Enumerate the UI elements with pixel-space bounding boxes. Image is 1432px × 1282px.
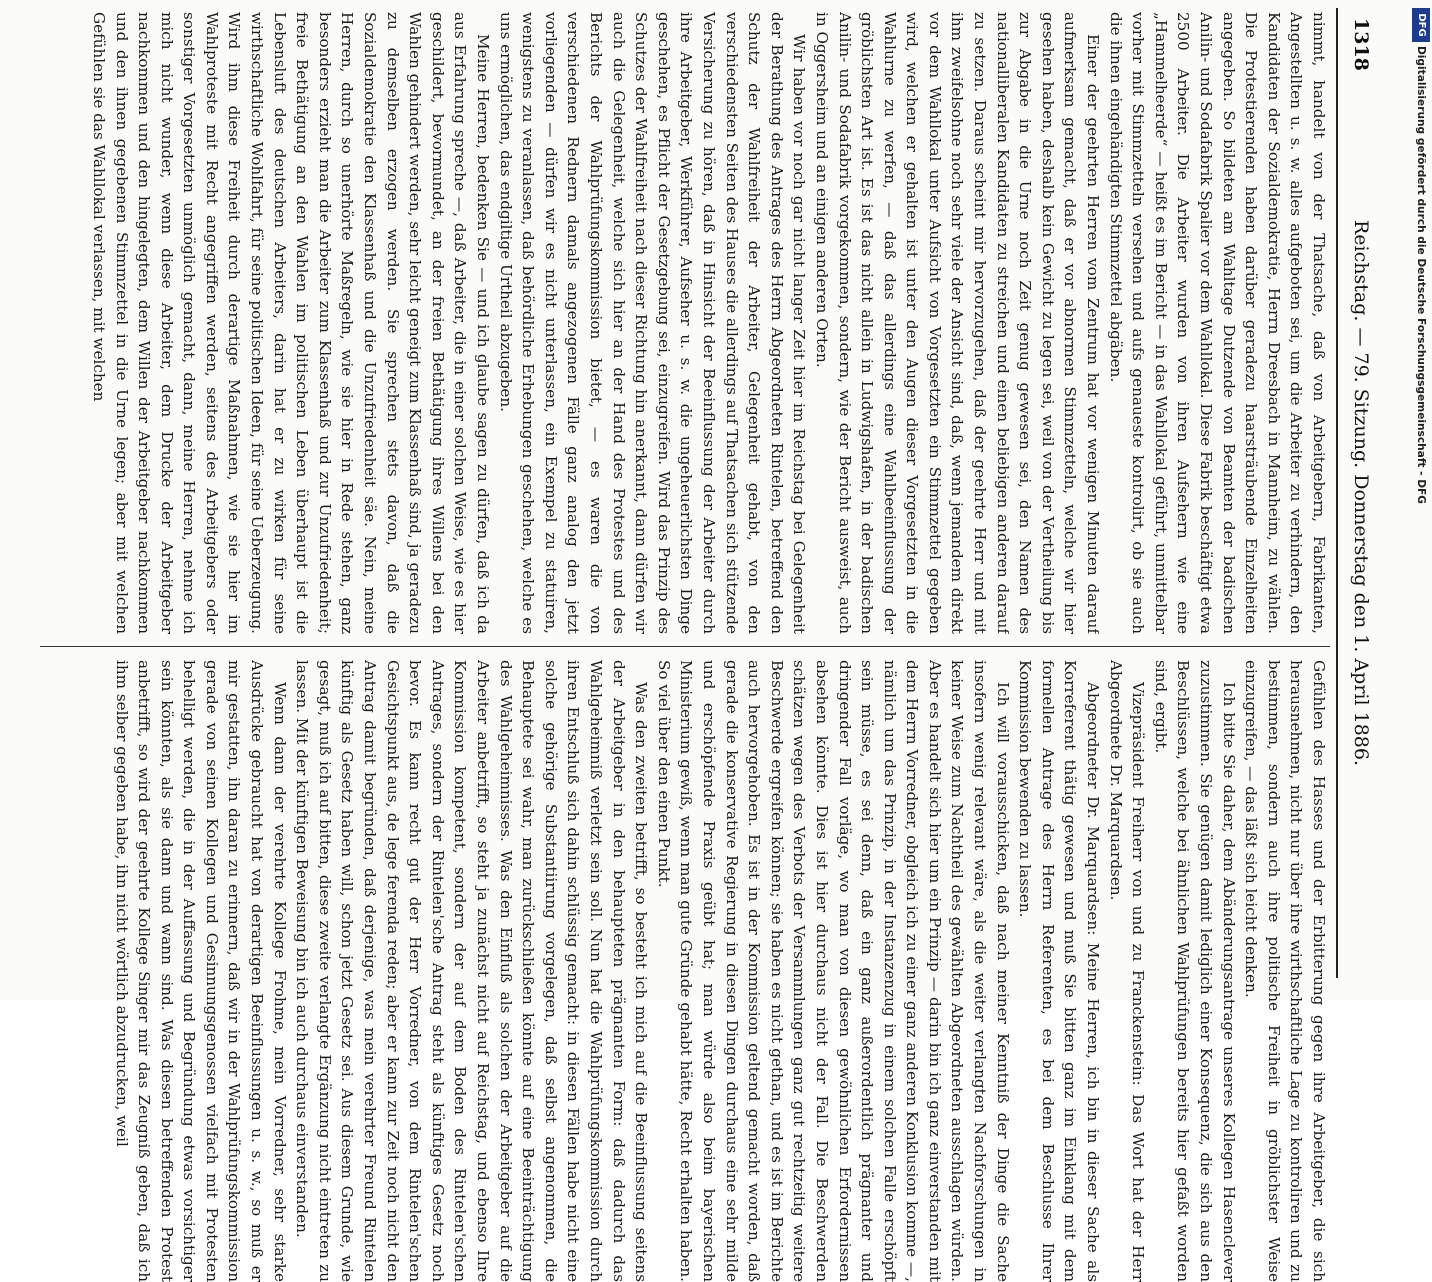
paragraph: Wir haben vor noch gar nicht langer Zeit hier im Reichstag bei Gelegenheit der Berathung des Antrages des Herrn Abgeordneten Rintelen, betreffend den Schutz der Wahlfreiheit der Arbeiter, Gelegenheit gehabt, von den verschiedensten Seiten des Hauses die allerdings auf Thatsachen sich stützende Versicherung zu hören, daß in Hinsicht der Beeinflussung der Arbeiter durch ihre Arbeitgeber, Werkführer, Aufseher u. s. w. die ungeheuerlichsten Dinge geschehen, es Pflicht der Gesetzgebung sei, einzugreifen. Wird das Prinzip des Schutzes der Wahlfreiheit nach dieser Richtung hin anerkannt, dann dürfen wir auch die Gelegenheit, welche sich hier an der Hand des Protestes und des Berichts der Wahlprüfungskommission bietet, — es waren die von verschiedenen Rednern damals angezogenen Fälle ganz analog den jetzt vorliegenden — dürfen wir es nicht unterlassen, ein Exempel zu statuiren, wenigstens zu veranlassen, daß behördliche Erhebungen geschehen, welche es uns ermöglichen, das endgiltige Urtheil abzugeben. xyxy=(496,12,809,634)
left-column xyxy=(40,12,1330,634)
speaker-paragraph: Vizepräsident Freiherr von und zu Franckenstein: Das Wort hat der Herr Abgeordnete Dr. Marquardsen. xyxy=(1106,660,1148,1282)
page-number: 1318 xyxy=(1350,18,1372,71)
paragraph: Gefühlen des Hasses und der Erbitterung gegen ihre Arbeitgeber, die sich herausnehmen, nicht nur über ihre wirthschaftliche Lage zu kontroliren und zu bestimmen, sondern auch ihre politische Freiheit in gröblichster Weise einzugreifen, — das läßt sich leicht denken. xyxy=(1242,660,1328,1282)
paragraph: nimmt, handelt von der Thatsache, daß von Arbeitgebern, Fabrikanten, Angestellten u. s. w. alles aufgeboten sei, um die Arbeiter zu verhindern, den Kandidaten der Sozialdemokratie, Herrn Dreesbach in Mannheim, zu wählen. Die Protestierenden haben darüber geradezu haarsträubende Einzelheiten angegeben. So bildeten am Wahltage Dutzende von Beamten der badischen Anilin- und Sodafabrik Spalier vor dem Wahllokal. Diese Fabrik beschäftigt etwa 2500 Arbeiter. Die Arbeiter wurden von ihren Aufsehern wie eine „Hammelheerde“ — heißt es im Bericht — in das Wahllokal geführt, unmittelbar vorher mit Stimmzetteln versehen und aufs genaueste kontrolirt, ob sie auch die ihnen eingehändigten Stimmzettel abgäben. xyxy=(1106,12,1328,634)
running-title: Reichstag. — 79. Sitzung. Donnerstag den 1. April 1886. xyxy=(1350,220,1372,766)
paragraph: Meine Herren, bedenken Sie — und ich glaube sagen zu dürfen, daß ich da aus Erfahrung spreche —, daß Arbeiter, die in einer solchen Weise, wie es hier geschildert, bevormundet, an der freien Bethätigung ihres Willens bei den Wahlen gehindert werden, sehr leicht geneigt zum Klassenhaß sind, ja geradezu zu demselben erzogen werden. Sie sprechen stets davon, daß die Sozialdemokratie den Klassenhaß und die Unzufriedenheit säe. Nein, meine Herren, durch so unerhörte Maßregeln, wie sie hier in Rede stehen, ganz besonders erzieht man die Arbeiter zum Klassenhaß und zur Unzufriedenheit; freie Bethätigung an den Wahlen im politischen Leben überhaupt ist die Lebensluft des deutschen Arbeiters, darin hat er zu wirken für seine wirthschaftliche Wohlfahrt, für seine politischen Ideen, für seine Ueberzeugung. Wird ihm diese Freiheit durch derartige Maßnahmen, wie sie hier im Wahlproteste mit Recht angegriffen werden, seitens des Arbeitgebers oder sonstiger Vorgesetzten unmöglich gemacht, dann, meine Herren, nehme ich mich nicht wunder, wenn diese Arbeiter, dem Drucke der Arbeitgeber nachkommen und den hingelegten, dem Willen der Arbeitgeber nachkommen und den ihnen gegebenen Stimmzettel in die Urne legen; aber mit welchen Gefühlen sie das Wahllokal verlassen, mit welchen xyxy=(89,12,493,634)
paragraph: Einer der geehrten Herren vom Zentrum hat vor wenigen Minuten darauf aufmerksam gemacht, daß er vor abnormen Stimmzetteln, welche wir hier gesehen haben, deshalb kein Gewicht zu legen sei, weil von der Vertheilung bis zur Abgabe in die Urne noch Zeit genug gewesen sei, den Namen des nationalliberalen Kandidaten zu streichen und einen beliebigen anderen darauf zu setzen. Daraus scheint mir hervorzugehen, daß der geehrte Herr und mit ihm zweifelsohne noch sehr viele der Ansicht sind, daß, wenn jemandem direkt vor dem Wahllokal unter Aufsicht von Vorgesetzten ein Stimmzettel gegeben wird, welchen er gehalten ist unter den Augen dieser Vorgesetzten in die Wahlurne zu werfen, — daß das allerdings eine Wahlbeeinflussung der gröblichsten Art ist. Es ist das nicht allein in Ludwigshafen, in der badischen Anilin- und Sodafabrik vorgekommen, sondern, wie der Bericht ausweist, auch in Oggersheim und an einigen anderen Orten. xyxy=(812,12,1103,634)
header-rule xyxy=(1336,8,1338,978)
paragraph: Was den zweiten betrifft, so besteht ich mich auf die Beeinflussung seitens der Arbeitgeber in den behaupteten prägnanten Form: daß dadurch das Wahlgeheimniß verletzt sein soll. Nun hat die Wahlprüfungskommission durch ihren Entschluß sich dahin schlüssig gemacht: in diesen Fällen habe nicht eine solche gehörige Substantiirung vorgelegen, daß selbst angenommen, die Behauptete sei wahr, man zurückschließen könnte auf eine Beeinträchtigung des Wahlgeheimnisses. Was den Einfluß als solchen der Arbeitgeber auf die Arbeiter anbetrifft, so steht ja zunächst nicht auf Reichstag, und ebenso Ihre Kommission kompetent, sondern der auf dem Boden des Rintelen'schen Antrages, sondern der Rintelen'sche Antrag steht als künftiges Gesetz noch bevor. Es kann recht gut der Herr Vorredner, von dem Rintelen'schen Gesichtspunkt aus, de lege ferenda reden; aber er kann zur Zeit noch nicht den Antrag damit begründen, daß derjenige, was mein verehrter Freund Rintelen künftig als Gesetz haben will, schon jetzt Gesetz sei. Aus diesem Grunde, wie gesagt, muß ich auf bitten, diese zweite verlangte Ergänzung nicht eintreten zu lassen. Mit der künftigen Beweisung bin ich auch durchaus einverstanden. xyxy=(293,660,651,1282)
speaker-paragraph: Abgeordneter Dr. Marquardsen: Meine Herren, ich bin in dieser Sache als Korreferent thätig gewesen und muß Sie bitten ganz im Einklang mit dem formellen Antrage des Herrn Referenten, es bei dem Beschlusse Ihrer Kommission bewenden zu lassen. xyxy=(1016,660,1103,1282)
right-column xyxy=(40,660,1330,1282)
paragraph: Ich bitte Sie daher, dem Abänderungsantrage unseres Kollegen Hasenclever zuzustimmen. Sie genügen damit lediglich einer Konsequenz, die sich aus den Beschlüssen, welche bei ähnlichen Wahlprüfungen bereits hier gefaßt worden sind, ergibt. xyxy=(1151,660,1238,1282)
paragraph: Wenn dann der verehrte Kollege Frohme, mein Vorredner, sehr starke Ausdrücke gebraucht hat von derartigen Beeinflussungen u. s. w., so muß er mir gestatten, ihn daran zu erinnern, daß wir in der Wahlprüfungskommission gerade von seinen Kollegen und Gesinnungsgenossen vielfach mit Protesten behelligt werden, die in der Auffassung und Begründung etwas vorsichtiger sein könnten, als sie dann und wann sind. Was diesen betreffenden Protest anbetrifft, so wird der geehrte Kollege Singer mir das Zeugniß geben, daß ich ihm selber gegeben habe, ihn nicht wörtlich abzudrucken, weil xyxy=(112,660,289,1282)
paragraph: Ich will vorausschicken, daß nach meiner Kenntniß der Dinge die Sache insofern wenig relevant wäre, als die weiter verlangten Nachforschungen in keiner Weise zum Nachtheil des gewählten Abgeordneten ausschlagen würden. Aber es handelt sich hier um ein Prinzip — darin bin ich ganz einverstanden mit dem Herrn Vorredner, obgleich ich zu einer ganz anderen Konklusion komme —, nämlich um das Prinzip, in der Instanzenzug in einem solchen Falle erschöpft sein müsse, es sei denn, daß ein ganz außerordentlich prägnanter und dringender Fall vorläge, wo man von diesen gewöhnlichen Erfordernissen absehen könnte. Dies ist hier durchaus nicht der Fall. Die Beschwerden schätzen wegen des Verbots der Versammlungen ganz gut rechtzeitig weitere Beschwerde ergreifen können; sie haben es nicht gethan, und es ist im Berichte auch hervorgehoben. Es ist in der Kommission geltend gemacht worden, daß gerade die konservative Regierung in diesen Dingen durchaus eine sehr milde und erschöpfende Praxis geübt hat; man würde also beim bayerischen Ministerium gewiß, wenn man gute Gründe gehabt hätte, Recht erhalten haben. So viel über den einen Punkt. xyxy=(654,660,1012,1282)
column-divider xyxy=(40,646,1330,647)
digitization-note: Digitalisierung gefördert durch die Deutsche Forschungsgemeinschaft - DFG xyxy=(1415,46,1427,504)
running-head xyxy=(1340,8,1376,978)
rotated-page-content xyxy=(16,8,1376,1282)
dfg-logo-label: DFG xyxy=(1416,13,1427,37)
dfg-logo xyxy=(1412,8,1430,42)
